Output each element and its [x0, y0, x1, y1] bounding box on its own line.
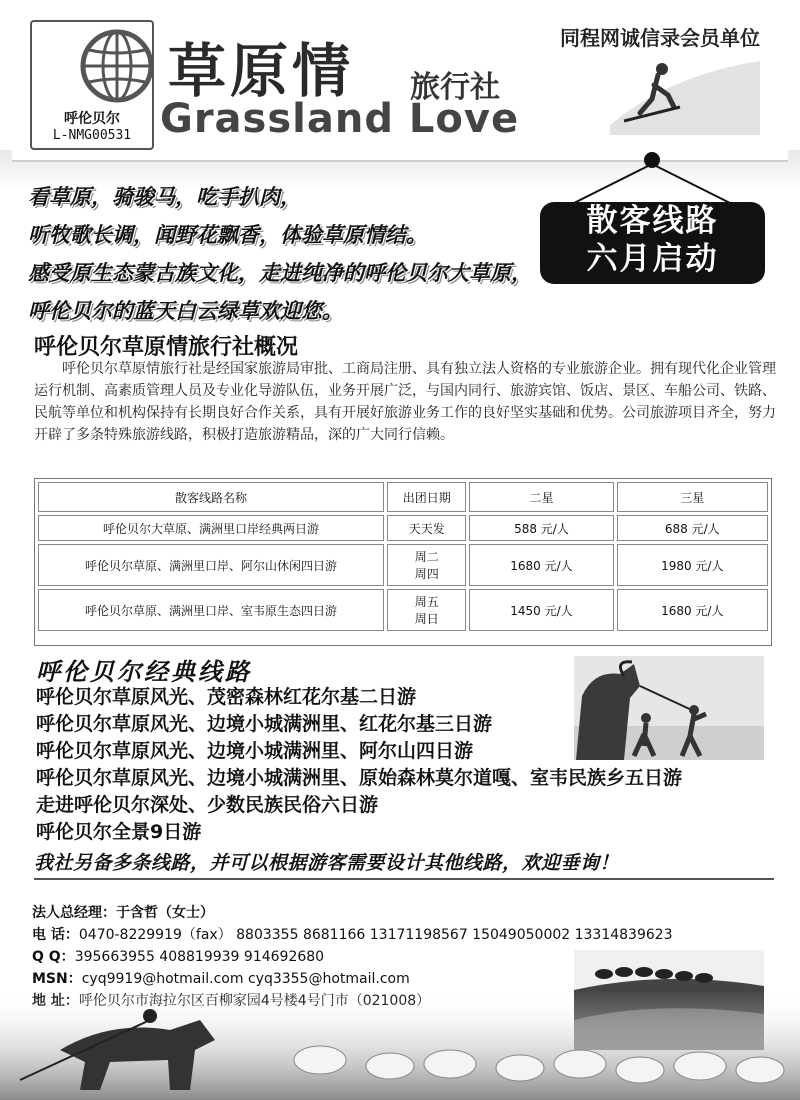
sign-hanger [560, 150, 760, 210]
route-item: 呼伦贝尔草原风光、边境小城满洲里、原始森林莫尔道嘎、室韦民族乡五日游 [36, 767, 683, 789]
brand-title: 草原情 [168, 37, 355, 105]
departure-day: 周四 [414, 567, 439, 581]
table-header: 出团日期 [387, 482, 466, 512]
license-code: L-NMG00531 [52, 128, 132, 143]
departure-day: 周五 [414, 595, 439, 609]
member-label: 同程网诚信录会员单位 [560, 26, 760, 50]
logo [30, 20, 154, 150]
manager-value: 于含哲（女士） [116, 905, 214, 921]
table-row [38, 515, 768, 541]
phone-value: 0470-8229919（fax） 8803355 8681166 13171198567 15049050002 13314839623 [78, 927, 673, 943]
slogan-line: 看草原，骑骏马，吃手扒肉， [28, 184, 301, 209]
qq-value: 395663955 408819939 914692680 [74, 949, 325, 965]
slogan-line: 呼伦贝尔的蓝天白云绿草欢迎您。 [28, 298, 343, 323]
grassland-sheep-scene [0, 990, 800, 1100]
season-sign [540, 202, 765, 284]
departure-date [387, 589, 466, 631]
slogans [28, 178, 568, 330]
route-name: 呼伦贝尔草原、满洲里口岸、阿尔山休闲四日游 [38, 544, 384, 586]
qq-label: Q Q： [32, 949, 75, 965]
slogan-line: 听牧歌长调，闻野花飘香，体验草原情结。 [28, 222, 427, 247]
logo-name: 呼伦贝尔 [64, 111, 120, 127]
msn-label: MSN： [32, 971, 82, 987]
departure-day: 周日 [414, 612, 439, 626]
brand-subtitle: 旅行社 [410, 70, 500, 105]
table-header: 三星 [617, 482, 768, 512]
globe-icon [77, 26, 157, 106]
departure-date: 天天发 [387, 515, 466, 541]
phone-label: 电 话： [32, 927, 79, 943]
sign-line-2: 六月启动 [586, 241, 719, 277]
sand-skier-photo [610, 55, 760, 135]
route-name: 呼伦贝尔草原、满洲里口岸、室韦原生态四日游 [38, 589, 384, 631]
sign-line-1: 散客线路 [586, 203, 719, 239]
divider [34, 878, 774, 880]
table-row [38, 589, 768, 631]
table-header: 散客线路名称 [38, 482, 384, 512]
brand-english: Grassland Love [160, 96, 520, 142]
manager-line [32, 902, 792, 924]
slogan-line: 感受原生态蒙古族文化，走进纯净的呼伦贝尔大草原， [28, 260, 532, 285]
departure-day: 周二 [414, 550, 439, 564]
msn-value: cyq9919@hotmail.com cyq3355@hotmail.com [81, 971, 410, 987]
overview-title: 呼伦贝尔草原情旅行社概况 [34, 335, 299, 360]
departure-date [387, 544, 466, 586]
table-row [38, 544, 768, 586]
route-item: 走进呼伦贝尔深处、少数民族民俗六日游 [36, 794, 379, 816]
camel-rider-photo [574, 656, 764, 760]
price-two-star: 1450 元/人 [469, 589, 613, 631]
price-two-star: 588 元/人 [469, 515, 613, 541]
price-three-star: 688 元/人 [617, 515, 768, 541]
manager-label: 法人总经理： [32, 905, 116, 921]
price-three-star: 1980 元/人 [617, 544, 768, 586]
route-item: 呼伦贝尔草原风光、边境小城满洲里、阿尔山四日游 [36, 740, 474, 762]
table-header: 二星 [469, 482, 613, 512]
price-three-star: 1680 元/人 [617, 589, 768, 631]
route-item: 呼伦贝尔草原风光、茂密森林红花尔基二日游 [36, 686, 417, 708]
route-name: 呼伦贝尔大草原、满洲里口岸经典两日游 [38, 515, 384, 541]
price-table [34, 478, 772, 646]
classic-routes-title: 呼伦贝尔经典线路 [36, 657, 252, 686]
route-item: 呼伦贝尔草原风光、边境小城满洲里、红花尔基三日游 [36, 713, 493, 735]
route-item: 呼伦贝尔全景9日游 [36, 821, 202, 843]
price-two-star: 1680 元/人 [469, 544, 613, 586]
overview-text: 呼伦贝尔草原情旅行社是经国家旅游局审批、工商局注册、具有独立法人资格的专业旅游企业。拥有现代化企业管理运行机制、高素质管理人员及专业化导游队伍，业务开展广泛，与国内同行、旅游宾馆、饭店、景区、车船公司、铁路、民航等单位和机构保持有长期良好合作关系，具有开展好旅游业务工作的良好坚实基础和优势。公司旅游项目齐全，努力开辟了多条特殊旅游线路，积极打造旅游精品，深的广大同行信赖。 [34, 361, 776, 443]
phone-line [32, 924, 792, 946]
custom-route-note: 我社另备多条线路，并可以根据游客需要设计其他线路，欢迎垂询！ [34, 852, 620, 874]
